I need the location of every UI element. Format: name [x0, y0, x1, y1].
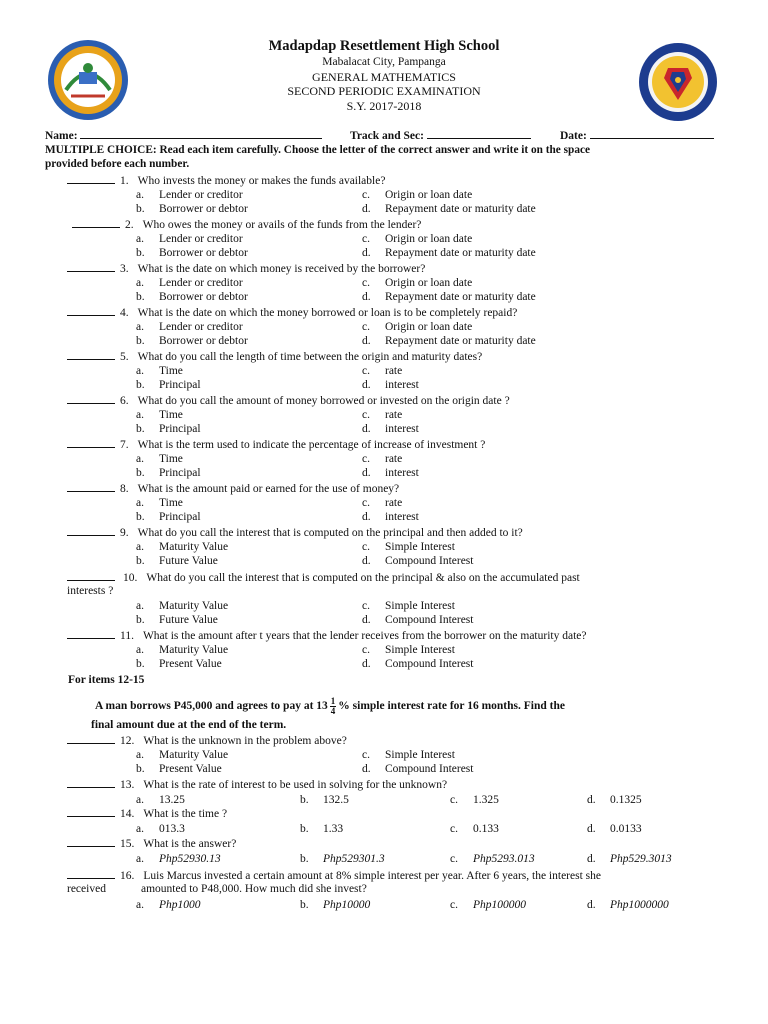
question-text: What is the date on which the money borrowed or loan is to be completely repaid?	[137, 307, 518, 319]
option-letter-a: a.	[136, 189, 144, 201]
option-d-text[interactable]: 0.1325	[610, 794, 642, 806]
answer-blank[interactable]	[67, 836, 115, 847]
option-d-text[interactable]: interest	[385, 511, 419, 523]
school-city: Mabalacat City, Pampanga	[322, 56, 446, 68]
option-b-text[interactable]: 132.5	[323, 794, 349, 806]
answer-blank[interactable]	[67, 525, 115, 536]
date-field[interactable]	[590, 128, 714, 139]
question-q7	[67, 437, 485, 452]
answer-blank[interactable]	[67, 393, 115, 404]
option-c-text[interactable]: rate	[385, 453, 403, 465]
option-letter-d: d.	[587, 823, 596, 835]
question-text: What do you call the length of time between the origin and maturity dates?	[137, 351, 483, 363]
school-name: Madapdap Resettlement High School	[268, 38, 500, 54]
option-d-text[interactable]: 0.0133	[610, 823, 642, 835]
option-letter-c: c.	[450, 899, 458, 911]
option-letter-c: c.	[362, 277, 370, 289]
option-c-text[interactable]: Origin or loan date	[385, 189, 473, 201]
option-letter-d: d.	[362, 763, 371, 775]
option-d-text[interactable]: Php529.3013	[610, 853, 672, 865]
name-row	[45, 128, 322, 143]
school-year: S.Y. 2017-2018	[346, 99, 422, 113]
option-letter-d: d.	[362, 614, 371, 626]
option-letter-d: d.	[362, 658, 371, 670]
option-letter-b: b.	[136, 203, 145, 215]
question-text: What is the amount after t years that the lender receives from the borrower on the maturity date?	[142, 630, 587, 642]
option-letter-d: d.	[587, 853, 596, 865]
option-letter-a: a.	[136, 853, 144, 865]
question-text: Luis Marcus invested a certain amount at 8% simple interest per year. After 6 years, the interest she	[143, 870, 601, 882]
option-a-text[interactable]: Lender or creditor	[159, 189, 243, 201]
option-c-text[interactable]: Origin or loan date	[385, 277, 473, 289]
question-q13	[67, 777, 447, 792]
question-text-line-2-prefix: received	[67, 883, 106, 895]
option-d-text[interactable]: interest	[385, 467, 419, 479]
question-q8	[67, 481, 399, 496]
answer-blank[interactable]	[67, 173, 115, 184]
option-b-text[interactable]: Future Value	[159, 555, 218, 567]
option-b-text[interactable]: Principal	[159, 423, 201, 435]
answer-blank[interactable]	[67, 806, 115, 817]
question-number: 2.	[125, 219, 134, 231]
question-q14	[67, 806, 227, 821]
question-text-line-2: amounted to P48,000. How much did she invest?	[141, 883, 367, 895]
option-letter-c: c.	[362, 644, 370, 656]
question-number: 5.	[120, 351, 129, 363]
question-q5	[67, 349, 482, 364]
question-text: What do you call the amount of money borrowed or invested on the origin date ?	[137, 395, 510, 407]
option-letter-a: a.	[136, 453, 144, 465]
track-row	[350, 128, 531, 143]
question-q15	[67, 836, 236, 851]
option-b-text[interactable]: Php10000	[323, 899, 371, 911]
option-d-text[interactable]: Repayment date or maturity date	[385, 247, 536, 259]
question-number: 12.	[120, 735, 135, 747]
option-letter-a: a.	[136, 823, 144, 835]
option-letter-a: a.	[136, 277, 144, 289]
answer-blank[interactable]	[67, 349, 115, 360]
option-c-text[interactable]: Php5293.013	[473, 853, 535, 865]
option-letter-b: b.	[136, 291, 145, 303]
option-d-text[interactable]: interest	[385, 423, 419, 435]
option-letter-c: c.	[362, 453, 370, 465]
option-a-text[interactable]: 13.25	[159, 794, 185, 806]
answer-blank[interactable]	[72, 217, 120, 228]
option-letter-b: b.	[300, 823, 309, 835]
problem-part-1: A man borrows P45,000 and agrees to pay at 13	[95, 700, 328, 713]
option-letter-c: c.	[362, 365, 370, 377]
track-label: Track and Sec:	[350, 130, 424, 142]
answer-blank[interactable]	[67, 777, 115, 788]
question-text: What is the answer?	[143, 838, 237, 850]
question-q12	[67, 733, 347, 748]
option-a-text[interactable]: Time	[159, 365, 183, 377]
option-letter-a: a.	[136, 409, 144, 421]
option-letter-c: c.	[362, 409, 370, 421]
option-b-text[interactable]: Borrower or debtor	[159, 247, 248, 259]
question-number: 10.	[123, 572, 138, 584]
option-c-text[interactable]: Simple Interest	[385, 644, 455, 656]
option-b-text[interactable]: Borrower or debtor	[159, 203, 248, 215]
question-number: 1.	[120, 175, 129, 187]
question-number: 6.	[120, 395, 129, 407]
option-letter-d: d.	[362, 291, 371, 303]
fraction-numerator: 1	[330, 696, 336, 706]
option-letter-a: a.	[136, 233, 144, 245]
option-letter-b: b.	[136, 247, 145, 259]
question-q9	[67, 525, 523, 540]
option-b-text[interactable]: 1.33	[323, 823, 344, 835]
question-q11	[67, 628, 586, 643]
option-letter-b: b.	[136, 467, 145, 479]
fraction	[330, 697, 337, 716]
question-q16	[67, 868, 601, 883]
option-b-text[interactable]: Principal	[159, 467, 201, 479]
option-c-text[interactable]: rate	[385, 409, 403, 421]
option-c-text[interactable]: Php100000	[473, 899, 527, 911]
question-text: What is the time ?	[143, 808, 228, 820]
question-q1	[67, 173, 385, 188]
answer-blank[interactable]	[67, 305, 115, 316]
instructions-line-2: provided before each number.	[45, 158, 190, 170]
option-letter-b: b.	[136, 658, 145, 670]
option-b-text[interactable]: Principal	[159, 511, 201, 523]
option-b-text[interactable]: Borrower or debtor	[159, 335, 248, 347]
option-a-text[interactable]: Maturity Value	[159, 644, 229, 656]
option-letter-c: c.	[450, 823, 458, 835]
option-letter-a: a.	[136, 365, 144, 377]
option-c-text[interactable]: rate	[385, 497, 403, 509]
exam-title: SECOND PERIODIC EXAMINATION	[287, 84, 481, 98]
option-letter-c: c.	[362, 189, 370, 201]
option-d-text[interactable]: Repayment date or maturity date	[385, 291, 536, 303]
question-text: What is the unknown in the problem above?	[143, 735, 347, 747]
question-q3	[67, 261, 425, 276]
question-number: 7.	[120, 439, 129, 451]
option-d-text[interactable]: Repayment date or maturity date	[385, 335, 536, 347]
track-field[interactable]	[427, 128, 531, 139]
answer-blank[interactable]	[67, 628, 115, 639]
option-a-text[interactable]: 013.3	[159, 823, 185, 835]
question-text: Who invests the money or makes the funds available?	[137, 175, 386, 187]
name-field[interactable]	[80, 128, 322, 139]
option-letter-b: b.	[136, 555, 145, 567]
option-b-text[interactable]: Principal	[159, 379, 201, 391]
option-c-text[interactable]: 0.133	[473, 823, 499, 835]
option-letter-c: c.	[450, 853, 458, 865]
question-number: 4.	[120, 307, 129, 319]
option-letter-d: d.	[362, 467, 371, 479]
problem-line-2: final amount due at the end of the term.	[91, 719, 287, 731]
option-letter-d: d.	[587, 794, 596, 806]
question-number: 13.	[120, 779, 135, 791]
option-letter-a: a.	[136, 321, 144, 333]
question-number: 3.	[120, 263, 129, 275]
question-text: What do you call the interest that is computed on the principal & also on the accumulated past	[146, 572, 580, 584]
option-a-text[interactable]: Time	[159, 409, 183, 421]
question-text-line-2: interests ?	[67, 585, 114, 597]
option-c-text[interactable]: Origin or loan date	[385, 321, 473, 333]
option-letter-b: b.	[300, 899, 309, 911]
option-letter-d: d.	[362, 335, 371, 347]
question-number: 15.	[120, 838, 135, 850]
option-letter-d: d.	[362, 203, 371, 215]
option-d-text[interactable]: Compound Interest	[385, 555, 474, 567]
option-d-text[interactable]: Compound Interest	[385, 614, 474, 626]
option-letter-b: b.	[300, 853, 309, 865]
option-b-text[interactable]: Php529301.3	[323, 853, 385, 865]
option-c-text[interactable]: Simple Interest	[385, 749, 455, 761]
option-c-text[interactable]: Simple Interest	[385, 600, 455, 612]
option-a-text[interactable]: Maturity Value	[159, 600, 229, 612]
option-letter-d: d.	[362, 379, 371, 391]
option-a-text[interactable]: Time	[159, 497, 183, 509]
option-letter-a: a.	[136, 794, 144, 806]
question-number: 11.	[120, 630, 134, 642]
option-letter-a: a.	[136, 497, 144, 509]
option-c-text[interactable]: rate	[385, 365, 403, 377]
question-number: 14.	[120, 808, 135, 820]
option-a-text[interactable]: Maturity Value	[159, 541, 229, 553]
instructions-line-1: MULTIPLE CHOICE: Read each item carefully. Choose the letter of the correct answer and write it on the space	[45, 144, 590, 156]
option-letter-c: c.	[362, 600, 370, 612]
question-q2	[72, 217, 421, 232]
option-letter-c: c.	[362, 541, 370, 553]
option-b-text[interactable]: Present Value	[159, 658, 222, 670]
date-row	[560, 128, 714, 143]
option-a-text[interactable]: Maturity Value	[159, 749, 229, 761]
question-text: What do you call the interest that is computed on the principal and then added to it?	[137, 527, 523, 539]
option-letter-d: d.	[362, 247, 371, 259]
answer-blank[interactable]	[67, 733, 115, 744]
option-d-text[interactable]: Php1000000	[610, 899, 669, 911]
option-letter-b: b.	[136, 511, 145, 523]
option-b-text[interactable]: Future Value	[159, 614, 218, 626]
option-letter-c: c.	[362, 749, 370, 761]
option-letter-a: a.	[136, 600, 144, 612]
option-a-text[interactable]: Lender or creditor	[159, 233, 243, 245]
answer-blank[interactable]	[67, 481, 115, 492]
option-a-text[interactable]: Php52930.13	[159, 853, 221, 865]
option-letter-d: d.	[587, 899, 596, 911]
answer-blank[interactable]	[67, 437, 115, 448]
option-letter-b: b.	[136, 763, 145, 775]
answer-blank[interactable]	[67, 868, 115, 879]
option-letter-c: c.	[362, 321, 370, 333]
answer-blank[interactable]	[67, 261, 115, 272]
question-number: 9.	[120, 527, 129, 539]
option-letter-b: b.	[136, 423, 145, 435]
option-letter-b: b.	[136, 379, 145, 391]
option-letter-a: a.	[136, 899, 144, 911]
option-c-text[interactable]: Origin or loan date	[385, 233, 473, 245]
fraction-denominator: 4	[330, 706, 336, 716]
option-letter-a: a.	[136, 644, 144, 656]
option-letter-b: b.	[136, 335, 145, 347]
question-q10	[67, 570, 721, 585]
problem-line-1	[95, 697, 565, 716]
option-a-text[interactable]: Lender or creditor	[159, 321, 243, 333]
option-letter-d: d.	[362, 555, 371, 567]
question-text: What is the amount paid or earned for the use of money?	[137, 483, 400, 495]
question-text: Who owes the money or avails of the funds from the lender?	[142, 219, 422, 231]
option-letter-c: c.	[450, 794, 458, 806]
date-label: Date:	[560, 130, 587, 142]
question-number: 8.	[120, 483, 129, 495]
option-d-text[interactable]: interest	[385, 379, 419, 391]
option-letter-d: d.	[362, 511, 371, 523]
option-d-text[interactable]: Compound Interest	[385, 763, 474, 775]
items-header: For items 12-15	[68, 674, 145, 686]
option-a-text[interactable]: Php1000	[159, 899, 201, 911]
option-c-text[interactable]: 1.325	[473, 794, 499, 806]
option-letter-c: c.	[362, 497, 370, 509]
question-text: What is the date on which money is received by the borrower?	[137, 263, 426, 275]
option-letter-b: b.	[300, 794, 309, 806]
answer-blank[interactable]	[67, 570, 115, 581]
question-number: 16.	[120, 870, 135, 882]
question-q6	[67, 393, 510, 408]
subject-title: GENERAL MATHEMATICS	[312, 70, 456, 84]
option-a-text[interactable]: Time	[159, 453, 183, 465]
name-label: Name:	[45, 130, 78, 142]
option-letter-a: a.	[136, 541, 144, 553]
option-d-text[interactable]: Compound Interest	[385, 658, 474, 670]
option-letter-c: c.	[362, 233, 370, 245]
option-c-text[interactable]: Simple Interest	[385, 541, 455, 553]
option-letter-d: d.	[362, 423, 371, 435]
question-text: What is the term used to indicate the percentage of increase of investment ?	[137, 439, 486, 451]
option-d-text[interactable]: Repayment date or maturity date	[385, 203, 536, 215]
option-b-text[interactable]: Present Value	[159, 763, 222, 775]
question-text: What is the rate of interest to be used in solving for the unknown?	[143, 779, 448, 791]
question-q4	[67, 305, 517, 320]
option-letter-a: a.	[136, 749, 144, 761]
option-b-text[interactable]: Borrower or debtor	[159, 291, 248, 303]
option-a-text[interactable]: Lender or creditor	[159, 277, 243, 289]
problem-part-2: % simple interest rate for 16 months. Find the	[338, 700, 565, 713]
option-letter-b: b.	[136, 614, 145, 626]
